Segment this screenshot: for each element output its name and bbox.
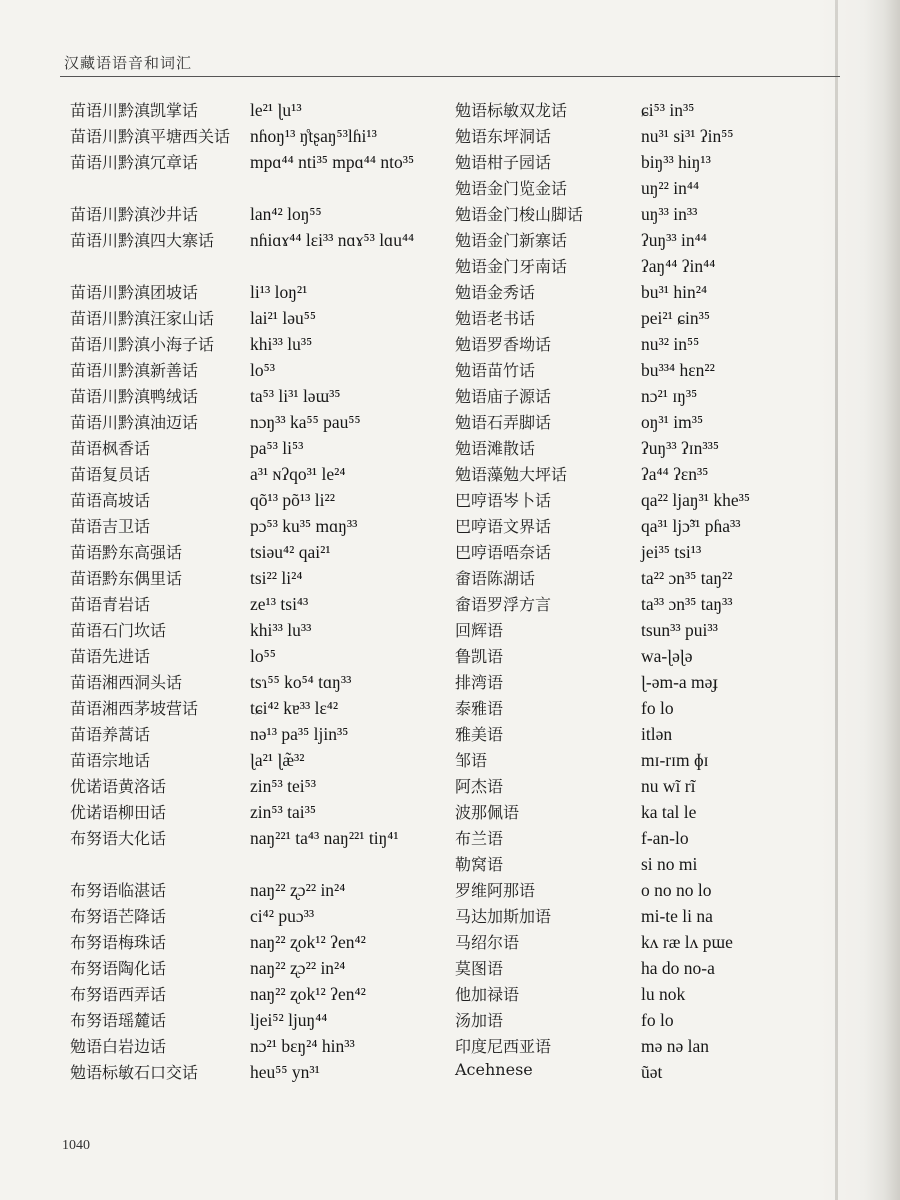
language-name: 苗语枫香话 <box>70 439 151 458</box>
language-name: 勉语东坪洞话 <box>455 127 552 146</box>
language-name: 布努语梅珠话 <box>70 933 167 952</box>
phonetic-form: jei³⁵ tsi¹³ <box>641 542 702 562</box>
language-name: 畲语罗浮方言 <box>455 595 552 614</box>
language-name: 勉语滩散话 <box>455 439 536 458</box>
phonetic-form: naŋ²² ʐɔ²² in²⁴ <box>250 880 346 900</box>
phonetic-form: ze¹³ tsi⁴³ <box>250 594 309 614</box>
language-name: 鲁凯语 <box>455 647 504 666</box>
language-name: 苗语川黔滇沙井话 <box>70 205 199 224</box>
phonetic-form: ʔuŋ³³ in⁴⁴ <box>641 230 707 250</box>
phonetic-form: nu³¹ si³¹ ʔin⁵⁵ <box>641 126 734 146</box>
phonetic-form: tɕi⁴² kɐ³³ lɛ⁴² <box>250 698 339 718</box>
phonetic-form: lai²¹ ləu⁵⁵ <box>250 308 316 328</box>
language-name: 莫图语 <box>455 959 504 978</box>
phonetic-form: qa³¹ ljɔ̃³¹ pɦa³³ <box>641 516 741 536</box>
language-name: 苗语川黔滇凯掌话 <box>70 101 199 120</box>
phonetic-form: ʔuŋ³³ ʔɪn³³⁵ <box>641 438 720 458</box>
phonetic-form: fo lo <box>641 1010 674 1030</box>
phonetic-form: nɦoŋ¹³ ŋ̊tʂaŋ⁵³lɦi¹³ <box>250 126 377 146</box>
page-number: 1040 <box>62 1138 90 1153</box>
phonetic-form: naŋ²² ʐok¹² ʔen⁴² <box>250 932 366 952</box>
phonetic-form: lo⁵⁵ <box>250 646 276 666</box>
phonetic-form: uŋ³³ in³³ <box>641 204 698 224</box>
page-curl-line <box>835 0 838 1200</box>
language-name: 布努语瑶麓话 <box>70 1011 167 1030</box>
language-name: 苗语川黔滇鸭绒话 <box>70 387 199 406</box>
phonetic-form: ɕi⁵³ in³⁵ <box>641 100 695 120</box>
phonetic-form: qõ¹³ põ¹³ li²² <box>250 490 335 510</box>
phonetic-form: naŋ²² ʐɔ²² in²⁴ <box>250 958 346 978</box>
phonetic-form: ũət <box>641 1062 663 1082</box>
language-name: 他加禄语 <box>455 985 520 1004</box>
phonetic-form: zin⁵³ tai³⁵ <box>250 802 316 822</box>
phonetic-form: oŋ³¹ im³⁵ <box>641 412 704 432</box>
language-name: 勉语金门览金话 <box>455 179 568 198</box>
phonetic-form: naŋ²² ʐok¹² ʔen⁴² <box>250 984 366 1004</box>
phonetic-form: ɭ-əm-a məɟ <box>641 672 719 692</box>
language-name: 苗语湘西茅坡营话 <box>70 699 199 718</box>
phonetic-form: tsi²² li²⁴ <box>250 568 303 588</box>
language-name: 汤加语 <box>455 1011 504 1030</box>
language-name: 印度尼西亚语 <box>455 1037 552 1056</box>
language-name: 苗语石门坎话 <box>70 621 167 640</box>
phonetic-form: nɦiɑɤ⁴⁴ lɛi³³ nɑɤ⁵³ lɑu⁴⁴ <box>250 230 415 250</box>
phonetic-form: pei²¹ ɕin³⁵ <box>641 308 710 328</box>
phonetic-form: pɔ⁵³ ku³⁵ mɑŋ³³ <box>250 516 358 536</box>
phonetic-form: itlən <box>641 724 673 744</box>
phonetic-form: nɔ²¹ bɛŋ²⁴ hin³³ <box>250 1036 355 1056</box>
language-name: 邹语 <box>455 751 488 770</box>
phonetic-form: ha do no-a <box>641 958 715 978</box>
language-name: 勉语标敏石口交话 <box>70 1063 199 1082</box>
language-name: 苗语养蒿话 <box>70 725 151 744</box>
phonetic-form: o no no lo <box>641 880 712 900</box>
phonetic-form: khi³³ lu³³ <box>250 620 312 640</box>
language-name: 苗语青岩话 <box>70 595 151 614</box>
running-header: 汉藏语语音和词汇 <box>64 54 193 72</box>
language-name: 苗语川黔滇团坡话 <box>70 283 199 302</box>
phonetic-form: ka tal le <box>641 802 697 822</box>
language-name: 苗语先进话 <box>70 647 151 666</box>
language-name: 苗语高坡话 <box>70 491 151 510</box>
language-name: 巴哼语唔奈话 <box>455 543 552 562</box>
language-name: 布努语芒降话 <box>70 907 167 926</box>
language-name: 苗语川黔滇新善话 <box>70 361 199 380</box>
language-name: 布兰语 <box>455 829 504 848</box>
language-name: 排湾语 <box>455 673 504 692</box>
language-name: 苗语川黔滇平塘西关话 <box>70 127 231 146</box>
phonetic-form: si no mi <box>641 854 698 874</box>
language-name: 优诺语柳田话 <box>70 803 167 822</box>
language-name: 苗语复员话 <box>70 465 151 484</box>
language-name: 苗语黔东高强话 <box>70 543 183 562</box>
language-name: 布努语西弄话 <box>70 985 167 1004</box>
language-name: 布努语大化话 <box>70 829 167 848</box>
phonetic-form: nɔ²¹ ɪŋ³⁵ <box>641 386 698 406</box>
language-name: 阿杰语 <box>455 777 504 796</box>
language-name: 马绍尔语 <box>455 933 520 952</box>
phonetic-form: zin⁵³ tei⁵³ <box>250 776 316 796</box>
language-name: 苗语川黔滇汪家山话 <box>70 309 215 328</box>
phonetic-form: ʔa⁴⁴ ʔɛn³⁵ <box>641 464 709 484</box>
phonetic-form: mə nə lan <box>641 1036 710 1056</box>
language-name: Acehnese <box>455 1060 533 1079</box>
phonetic-form: mi-te li na <box>641 906 713 926</box>
phonetic-form: mɪ-rɪm ɸɪ <box>641 750 709 770</box>
language-name: 勉语金门梭山脚话 <box>455 205 584 224</box>
language-name: 马达加斯加语 <box>455 907 552 926</box>
language-name: 勉语庙子源话 <box>455 387 552 406</box>
header-rule <box>60 76 840 77</box>
language-name: 苗语湘西洞头话 <box>70 673 183 692</box>
language-name: 勉语石弄脚话 <box>455 413 552 432</box>
language-name: 勉语白岩边话 <box>70 1037 167 1056</box>
language-name: 苗语黔东偶里话 <box>70 569 183 588</box>
phonetic-form: lu nok <box>641 984 686 1004</box>
phonetic-form: nə¹³ pa³⁵ ljin³⁵ <box>250 724 349 744</box>
language-name: 勉语金秀话 <box>455 283 536 302</box>
language-name: 勉语金门牙南话 <box>455 257 568 276</box>
language-name: 布努语临湛话 <box>70 881 167 900</box>
language-name: 勉语藻勉大坪话 <box>455 465 568 484</box>
language-name: 布努语陶化话 <box>70 959 167 978</box>
language-name: 雅美语 <box>455 725 504 744</box>
phonetic-form: ta³³ ɔn³⁵ taŋ³³ <box>641 594 733 614</box>
language-name: 泰雅语 <box>455 699 504 718</box>
phonetic-form: li¹³ loŋ²¹ <box>250 282 308 302</box>
phonetic-form: ɭa²¹ ɭæ̃³² <box>250 750 305 770</box>
language-name: 畲语陈湖话 <box>455 569 536 588</box>
language-name: 勉语老书话 <box>455 309 536 328</box>
language-name: 勒窝语 <box>455 855 504 874</box>
phonetic-form: ljei⁵² ljuŋ⁴⁴ <box>250 1010 328 1030</box>
phonetic-form: fo lo <box>641 698 674 718</box>
phonetic-form: naŋ²²¹ ta⁴³ naŋ²²¹ tiŋ⁴¹ <box>250 828 399 848</box>
phonetic-form: ta⁵³ li³¹ ləɯ³⁵ <box>250 386 341 406</box>
phonetic-form: lo⁵³ <box>250 360 275 380</box>
language-name: 勉语标敏双龙话 <box>455 101 568 120</box>
page-edge-shadow <box>820 0 900 1200</box>
phonetic-form: heu⁵⁵ yn³¹ <box>250 1062 320 1082</box>
language-name: 巴哼语岑卜话 <box>455 491 552 510</box>
phonetic-form: tsɿ⁵⁵ ko⁵⁴ tɑŋ³³ <box>250 672 352 692</box>
phonetic-form: f-an-lo <box>641 828 689 848</box>
language-name: 勉语柑子园话 <box>455 153 552 172</box>
phonetic-form: qa²² ljaŋ³¹ khe³⁵ <box>641 490 751 510</box>
phonetic-form: nɔŋ³³ ka⁵⁵ pau⁵⁵ <box>250 412 361 432</box>
phonetic-form: lan⁴² loŋ⁵⁵ <box>250 204 322 224</box>
phonetic-form: kʌ ræ lʌ pɯe <box>641 932 733 952</box>
phonetic-form: tsiəu⁴² qai²¹ <box>250 542 331 562</box>
phonetic-form: le²¹ ɭu¹³ <box>250 100 302 120</box>
language-name: 波那佩语 <box>455 803 520 822</box>
language-name: 苗语川黔滇四大寨话 <box>70 231 215 250</box>
phonetic-form: ci⁴² puɔ³³ <box>250 906 315 926</box>
language-name: 苗语宗地话 <box>70 751 151 770</box>
phonetic-form: uŋ²² in⁴⁴ <box>641 178 700 198</box>
phonetic-form: nu wĩ rĩ <box>641 776 696 796</box>
language-name: 苗语吉卫话 <box>70 517 151 536</box>
language-name: 回辉语 <box>455 621 504 640</box>
language-name: 优诺语黄洛话 <box>70 777 167 796</box>
language-name: 苗语川黔滇油迈话 <box>70 413 199 432</box>
phonetic-form: wa-ɭəɭə <box>641 646 693 666</box>
language-name: 勉语罗香坳话 <box>455 335 552 354</box>
phonetic-form: pa⁵³ li⁵³ <box>250 438 304 458</box>
phonetic-form: mpɑ⁴⁴ nti³⁵ mpɑ⁴⁴ nto³⁵ <box>250 152 415 172</box>
language-name: 勉语苗竹话 <box>455 361 536 380</box>
language-name: 巴哼语文界话 <box>455 517 552 536</box>
language-name: 苗语川黔滇小海子话 <box>70 335 215 354</box>
phonetic-form: ʔaŋ⁴⁴ ʔin⁴⁴ <box>641 256 716 276</box>
phonetic-form: nu³² in⁵⁵ <box>641 334 700 354</box>
language-name: 罗维阿那语 <box>455 881 536 900</box>
language-name: 苗语川黔滇冗章话 <box>70 153 199 172</box>
phonetic-form: bu³³⁴ hɛn²² <box>641 360 715 380</box>
language-name: 勉语金门新寨话 <box>455 231 568 250</box>
phonetic-form: biŋ³³ hiŋ¹³ <box>641 152 711 172</box>
phonetic-form: khi³³ lu³⁵ <box>250 334 313 354</box>
phonetic-form: ta²² ɔn³⁵ taŋ²² <box>641 568 733 588</box>
phonetic-form: tsun³³ pui³³ <box>641 620 718 640</box>
phonetic-form: a³¹ ɴʔqo³¹ le²⁴ <box>250 464 346 484</box>
phonetic-form: bu³¹ hin²⁴ <box>641 282 708 302</box>
